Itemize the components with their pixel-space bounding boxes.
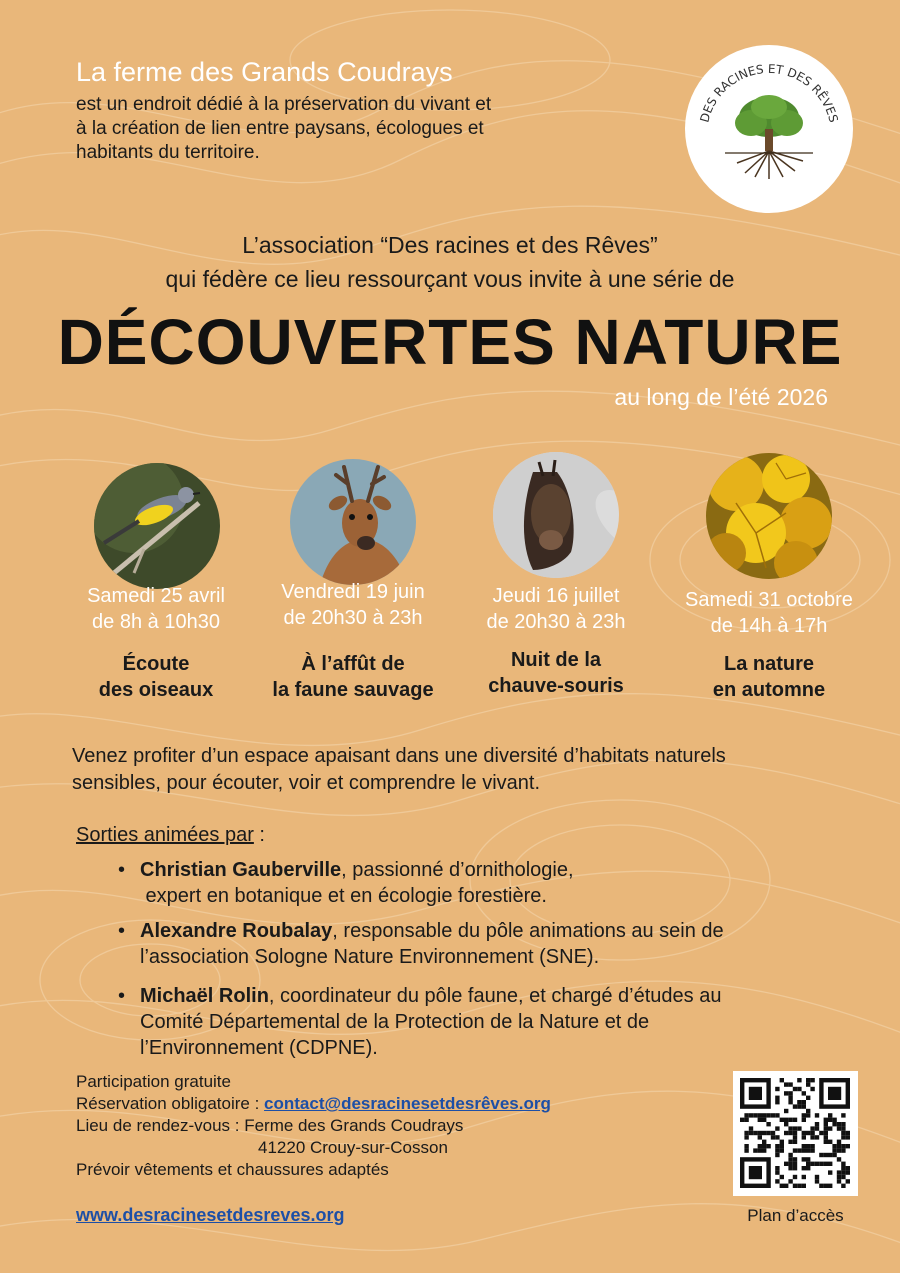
event-title: la faune sauvage bbox=[272, 679, 434, 701]
info-meeting-city: 41220 Crouy-sur-Cosson bbox=[258, 1138, 448, 1157]
event-date: Samedi 31 octobre bbox=[685, 589, 853, 611]
info-free: Participation gratuite bbox=[76, 1072, 231, 1091]
event-time: de 8h à 10h30 bbox=[92, 611, 220, 633]
event-title: Nuit de la bbox=[510, 649, 601, 671]
bullet-icon: • bbox=[118, 985, 126, 1007]
event-date: Samedi 25 avril bbox=[87, 585, 225, 607]
tree-roots-icon bbox=[685, 45, 853, 213]
qr-code[interactable] bbox=[733, 1071, 858, 1196]
bat-photo bbox=[493, 452, 619, 578]
description bbox=[72, 743, 832, 797]
bullet-icon: • bbox=[118, 859, 126, 881]
autumn-leaves-photo bbox=[706, 453, 832, 579]
contact-email-link[interactable]: contact@desracinesetdesrêves.org bbox=[264, 1094, 551, 1113]
website-link[interactable]: www.desracinesetdesreves.org bbox=[76, 1205, 345, 1225]
animator-item bbox=[118, 983, 798, 1061]
farm-description-line: est un endroit dédié à la préservation du vivant et bbox=[76, 94, 492, 115]
event-time: de 14h à 17h bbox=[710, 615, 828, 637]
association-line-1: L’association “Des racines et des Rêves” bbox=[242, 232, 658, 258]
association-line-2: qui fédère ce lieu ressourçant vous invite à une série de bbox=[165, 266, 735, 292]
animator-item bbox=[118, 857, 798, 909]
bird-photo bbox=[94, 463, 220, 589]
farm-description-line: habitants du territoire. bbox=[76, 142, 260, 163]
event-date: Vendredi 19 juin bbox=[281, 581, 425, 603]
event-title: À l’affût de bbox=[301, 653, 405, 675]
deer-photo bbox=[290, 459, 416, 585]
event-title: La nature bbox=[723, 653, 815, 675]
description-line: sensibles, pour écouter, voir et comprendre le vivant. bbox=[72, 772, 541, 794]
deer-icon bbox=[290, 459, 416, 585]
animator-role: , passionné d’ornithologie, bbox=[341, 859, 574, 881]
animators-heading-colon: : bbox=[253, 824, 265, 846]
animator-role: , responsable du pôle animations au sein de bbox=[332, 920, 724, 942]
info-clothes: Prévoir vêtements et chaussures adaptés bbox=[76, 1160, 389, 1179]
animators-heading bbox=[76, 822, 265, 848]
event-title: Écoute bbox=[122, 653, 190, 675]
reservation-label: Réservation obligatoire : bbox=[76, 1094, 265, 1113]
maple-leaf-icon bbox=[706, 453, 832, 579]
event-title: en automne bbox=[712, 679, 826, 701]
page-title: DÉCOUVERTES NATURE bbox=[57, 306, 843, 378]
event-title: des oiseaux bbox=[98, 679, 214, 701]
farm-description bbox=[76, 93, 576, 165]
event-date: Jeudi 16 juillet bbox=[492, 585, 620, 607]
farm-name: La ferme des Grands Coudrays bbox=[76, 57, 453, 87]
qr-caption: Plan d’accès bbox=[747, 1206, 844, 1225]
info-reservation bbox=[76, 1093, 551, 1115]
bullet-icon: • bbox=[118, 920, 126, 942]
animator-role-line: Comité Départemental de la Protection de la Nature et de bbox=[140, 1011, 650, 1033]
animator-name: Michaël Rolin bbox=[140, 985, 269, 1007]
description-line: Venez profiter d’un espace apaisant dans une diversité d’habitats naturels bbox=[72, 745, 726, 767]
animators-heading-text: Sorties animées par bbox=[76, 824, 254, 846]
event-title: chauve-souris bbox=[488, 675, 624, 697]
logo-text: DES RACINES ET DES RÊVES bbox=[697, 61, 841, 124]
animator-name: Alexandre Roubalay bbox=[140, 920, 333, 942]
farm-description-line: à la création de lien entre paysans, écologues et bbox=[76, 118, 484, 139]
animator-role-line: expert en botanique et en écologie forestière. bbox=[140, 885, 547, 907]
animator-role-line: l’association Sologne Nature Environnement (SNE). bbox=[140, 946, 600, 968]
bird-icon bbox=[94, 463, 220, 589]
qr-code-icon bbox=[733, 1071, 858, 1196]
event-time: de 20h30 à 23h bbox=[283, 607, 423, 629]
event-time: de 20h30 à 23h bbox=[486, 611, 626, 633]
info-meeting: Lieu de rendez-vous : Ferme des Grands Coudrays bbox=[76, 1116, 464, 1135]
animator-name: Christian Gauberville bbox=[140, 859, 342, 881]
animator-role-line: l’Environnement (CDPNE). bbox=[140, 1037, 378, 1059]
bat-icon bbox=[493, 452, 619, 578]
animator-item bbox=[118, 918, 798, 970]
animator-role: , coordinateur du pôle faune, et chargé d’études au bbox=[268, 985, 722, 1007]
association-logo bbox=[685, 45, 853, 213]
subtitle: au long de l’été 2026 bbox=[614, 384, 828, 410]
